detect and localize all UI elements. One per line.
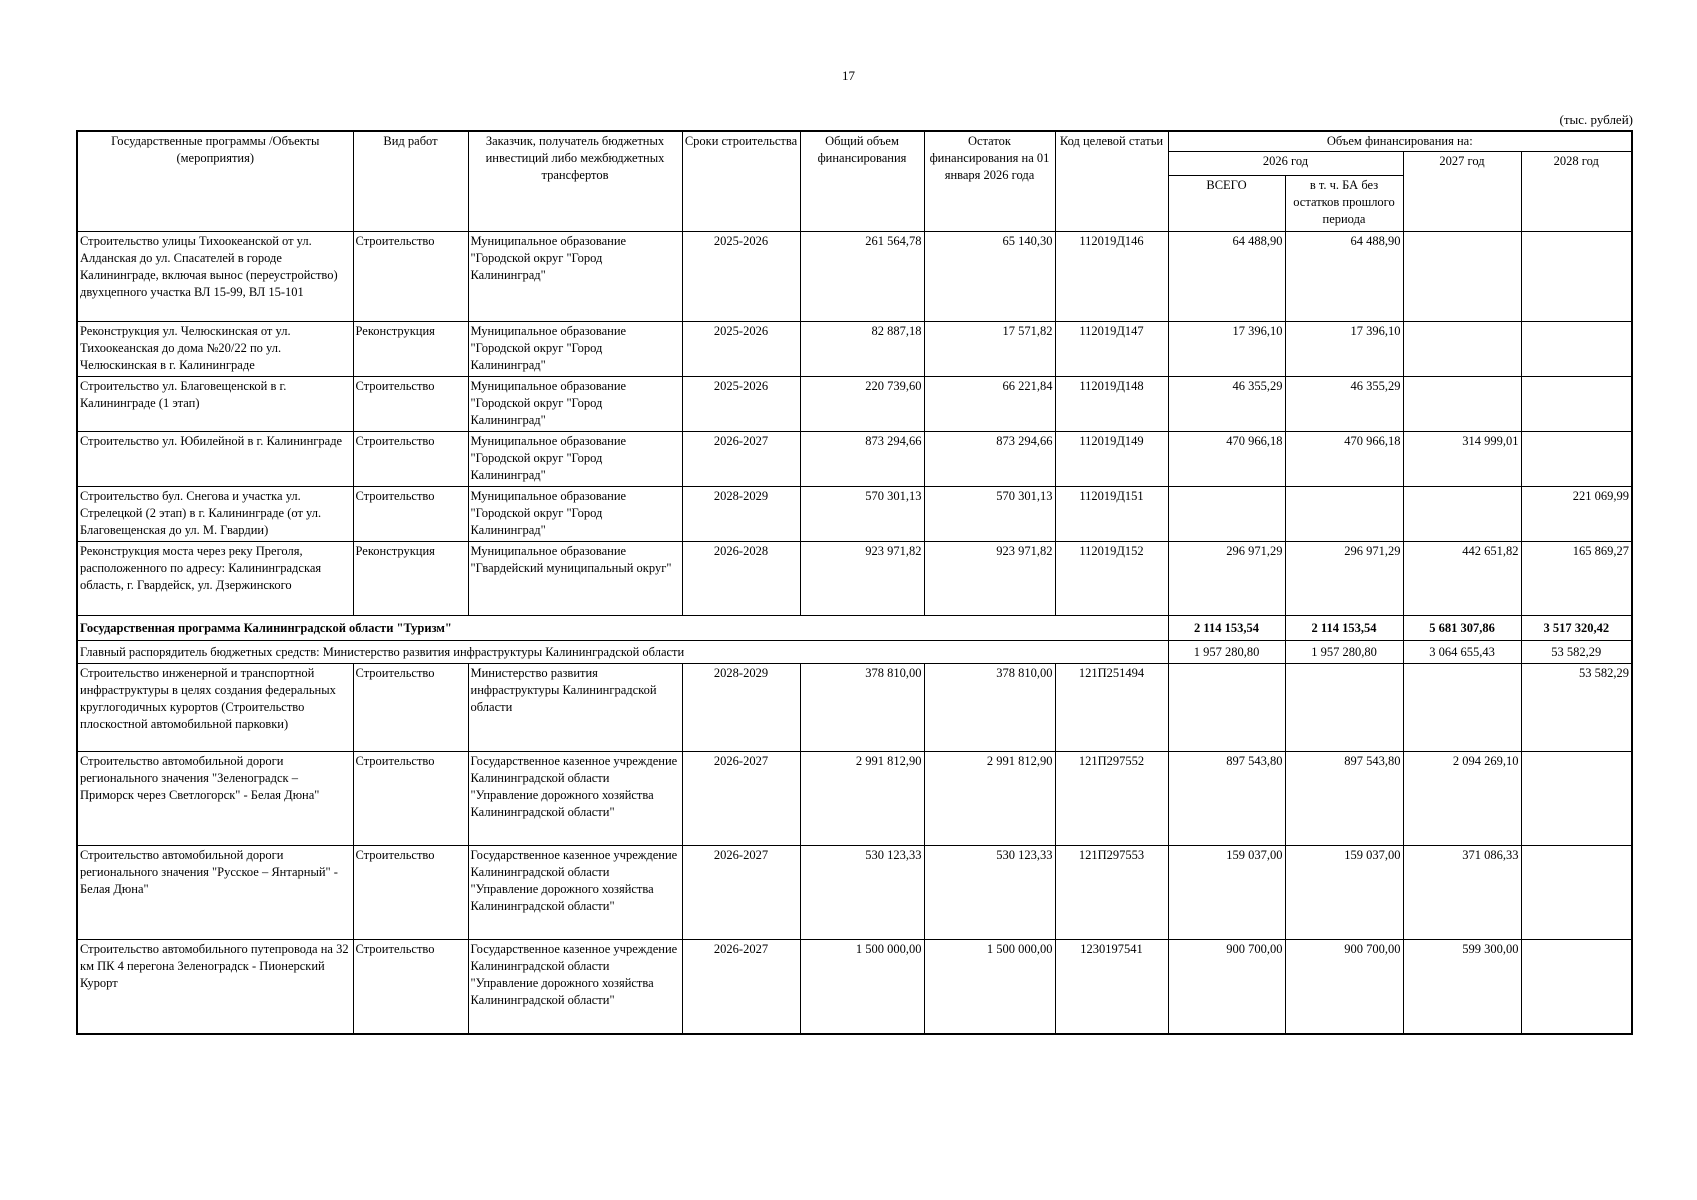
table-row	[77, 322, 1632, 377]
cell-2026-ba: 17 396,10	[1285, 322, 1403, 377]
header-customer: Заказчик, получатель бюджетных инвестиций либо межбюджетных трансфертов	[468, 131, 682, 232]
cell-terms: 2026-2027	[682, 846, 800, 940]
cell-2028	[1521, 377, 1632, 432]
cell-object-name: Строительство автомобильной дороги регионального значения "Зеленоградск – Приморск через Светлогорск" - Белая Дюна"	[77, 752, 353, 846]
cell-2026-ba: 159 037,00	[1285, 846, 1403, 940]
cell-code: 112019Д147	[1055, 322, 1168, 377]
cell-total-volume: 1 500 000,00	[800, 940, 924, 1034]
cell-terms: 2028-2029	[682, 487, 800, 542]
cell-code: 1230197541	[1055, 940, 1168, 1034]
cell-2026-total: 46 355,29	[1168, 377, 1285, 432]
cell-2026-total: 470 966,18	[1168, 432, 1285, 487]
cell-object-name: Строительство улицы Тихоокеанской от ул. Алданская до ул. Спасателей в городе Калининграде, включая вынос (переустройство) двухцепного участка ВЛ 15-99, ВЛ 15-101	[77, 232, 353, 322]
cell-remainder: 923 971,82	[924, 542, 1055, 616]
cell-terms: 2026-2028	[682, 542, 800, 616]
cell-code: 112019Д148	[1055, 377, 1168, 432]
cell-terms: 2026-2027	[682, 940, 800, 1034]
header-work-type: Вид работ	[353, 131, 468, 232]
cell-terms: 2025-2026	[682, 377, 800, 432]
program-2026-total: 2 114 153,54	[1168, 616, 1285, 641]
cell-remainder: 66 221,84	[924, 377, 1055, 432]
table-row	[77, 846, 1632, 940]
cell-object-name: Строительство бул. Снегова и участка ул. Стрелецкой (2 этап) в г. Калининграде (от ул. Благовещенская до ул. М. Гвардии)	[77, 487, 353, 542]
cell-2028	[1521, 322, 1632, 377]
program-name: Государственная программа Калининградской области "Туризм"	[77, 616, 1168, 641]
header-total-volume: Общий объем финансирования	[800, 131, 924, 232]
cell-object-name: Строительство ул. Юбилейной в г. Калининграде	[77, 432, 353, 487]
cell-remainder: 570 301,13	[924, 487, 1055, 542]
program-2026-ba: 2 114 153,54	[1285, 616, 1403, 641]
cell-2027	[1403, 232, 1521, 322]
cell-customer: Государственное казенное учреждение Калининградской области "Управление дорожного хозяйства Калининградской области"	[468, 752, 682, 846]
cell-2026-ba: 900 700,00	[1285, 940, 1403, 1034]
cell-2026-ba	[1285, 487, 1403, 542]
table-body-summary	[77, 616, 1632, 664]
cell-2028: 53 582,29	[1521, 664, 1632, 752]
cell-customer: Государственное казенное учреждение Калининградской области "Управление дорожного хозяйства Калининградской области"	[468, 940, 682, 1034]
cell-object-name: Строительство ул. Благовещенской в г. Калининграде (1 этап)	[77, 377, 353, 432]
cell-object-name: Реконструкция моста через реку Преголя, расположенного по адресу: Калининградская область, г. Гвардейск, ул. Дзержинского	[77, 542, 353, 616]
cell-2026-total: 296 971,29	[1168, 542, 1285, 616]
cell-remainder: 2 991 812,90	[924, 752, 1055, 846]
cell-code: 112019Д151	[1055, 487, 1168, 542]
cell-customer: Муниципальное образование "Городской округ "Город Калининград"	[468, 322, 682, 377]
cell-work-type: Строительство	[353, 664, 468, 752]
header-remainder: Остаток финансирования на 01 января 2026 года	[924, 131, 1055, 232]
table-row	[77, 752, 1632, 846]
cell-2026-total: 17 396,10	[1168, 322, 1285, 377]
cell-code: 112019Д149	[1055, 432, 1168, 487]
cell-terms: 2025-2026	[682, 322, 800, 377]
cell-2027: 2 094 269,10	[1403, 752, 1521, 846]
cell-2026-total: 897 543,80	[1168, 752, 1285, 846]
cell-total-volume: 923 971,82	[800, 542, 924, 616]
cell-total-volume: 873 294,66	[800, 432, 924, 487]
table-row	[77, 664, 1632, 752]
cell-2028: 221 069,99	[1521, 487, 1632, 542]
cell-total-volume: 530 123,33	[800, 846, 924, 940]
cell-customer: Министерство развития инфраструктуры Калининградской области	[468, 664, 682, 752]
table-row	[77, 940, 1632, 1034]
cell-2026-ba: 296 971,29	[1285, 542, 1403, 616]
cell-work-type: Строительство	[353, 940, 468, 1034]
table-row	[77, 232, 1632, 322]
cell-2026-ba: 897 543,80	[1285, 752, 1403, 846]
cell-2027: 371 086,33	[1403, 846, 1521, 940]
cell-object-name: Строительство инженерной и транспортной инфраструктуры в целях создания федеральных круглогодичных курортов (Строительство плоскостной автомобильной парковки)	[77, 664, 353, 752]
cell-total-volume: 82 887,18	[800, 322, 924, 377]
cell-terms: 2028-2029	[682, 664, 800, 752]
cell-2026-ba: 470 966,18	[1285, 432, 1403, 487]
table-row	[77, 432, 1632, 487]
cell-customer: Муниципальное образование "Городской округ "Город Калининград"	[468, 232, 682, 322]
cell-remainder: 1 500 000,00	[924, 940, 1055, 1034]
header-including: в т. ч. БА без остатков прошлого периода	[1285, 176, 1403, 232]
cell-remainder: 530 123,33	[924, 846, 1055, 940]
cell-work-type: Строительство	[353, 752, 468, 846]
table-body-b	[77, 664, 1632, 1034]
cell-customer: Муниципальное образование "Городской округ "Город Калининград"	[468, 487, 682, 542]
units-note: (тыс. рублей)	[1559, 112, 1633, 127]
program-row	[77, 616, 1632, 641]
cell-work-type: Строительство	[353, 232, 468, 322]
cell-2027	[1403, 322, 1521, 377]
cell-work-type: Реконструкция	[353, 542, 468, 616]
cell-customer: Муниципальное образование "Городской округ "Город Калининград"	[468, 432, 682, 487]
cell-2026-total	[1168, 664, 1285, 752]
manager-row	[77, 641, 1632, 664]
cell-work-type: Реконструкция	[353, 322, 468, 377]
header-program-object: Государственные программы /Объекты (мероприятия)	[77, 131, 353, 232]
cell-2026-total	[1168, 487, 1285, 542]
cell-2028	[1521, 432, 1632, 487]
cell-object-name: Строительство автомобильной дороги регионального значения "Русское – Янтарный" - Белая Дюна"	[77, 846, 353, 940]
manager-2026-ba: 1 957 280,80	[1285, 641, 1403, 664]
financing-table	[76, 130, 1633, 1035]
cell-work-type: Строительство	[353, 846, 468, 940]
table-row	[77, 542, 1632, 616]
program-2028: 3 517 320,42	[1521, 616, 1632, 641]
cell-2028	[1521, 940, 1632, 1034]
cell-2028	[1521, 232, 1632, 322]
header-year-2028: 2028 год	[1521, 152, 1632, 232]
cell-2028	[1521, 846, 1632, 940]
table-row	[77, 487, 1632, 542]
cell-2028	[1521, 752, 1632, 846]
header-year-2027: 2027 год	[1403, 152, 1521, 232]
cell-code: 121П251494	[1055, 664, 1168, 752]
cell-code: 112019Д152	[1055, 542, 1168, 616]
header-code: Код целевой статьи	[1055, 131, 1168, 232]
program-2027: 5 681 307,86	[1403, 616, 1521, 641]
cell-total-volume: 2 991 812,90	[800, 752, 924, 846]
page-number: 17	[842, 68, 855, 83]
cell-2026-total: 159 037,00	[1168, 846, 1285, 940]
cell-remainder: 873 294,66	[924, 432, 1055, 487]
header-total: ВСЕГО	[1168, 176, 1285, 232]
cell-2027: 442 651,82	[1403, 542, 1521, 616]
cell-remainder: 17 571,82	[924, 322, 1055, 377]
manager-name: Главный распорядитель бюджетных средств: Министерство развития инфраструктуры Калининградской области	[77, 641, 1168, 664]
cell-2026-total: 64 488,90	[1168, 232, 1285, 322]
cell-remainder: 378 810,00	[924, 664, 1055, 752]
header-terms: Сроки строительства	[682, 131, 800, 232]
cell-2027	[1403, 377, 1521, 432]
manager-2026-total: 1 957 280,80	[1168, 641, 1285, 664]
cell-2027	[1403, 664, 1521, 752]
cell-total-volume: 570 301,13	[800, 487, 924, 542]
cell-2027: 314 999,01	[1403, 432, 1521, 487]
table-row	[77, 377, 1632, 432]
header-financing: Объем финансирования на:	[1168, 131, 1632, 152]
cell-2026-ba	[1285, 664, 1403, 752]
header-year-2026: 2026 год	[1168, 152, 1403, 176]
cell-code: 121П297552	[1055, 752, 1168, 846]
cell-code: 121П297553	[1055, 846, 1168, 940]
cell-work-type: Строительство	[353, 432, 468, 487]
table-body-a	[77, 232, 1632, 616]
cell-2027: 599 300,00	[1403, 940, 1521, 1034]
cell-terms: 2026-2027	[682, 752, 800, 846]
cell-2026-ba: 46 355,29	[1285, 377, 1403, 432]
cell-object-name: Строительство автомобильного путепровода на 32 км ПК 4 перегона Зеленоградск - Пионерский Курорт	[77, 940, 353, 1034]
cell-customer: Муниципальное образование "Гвардейский муниципальный округ"	[468, 542, 682, 616]
cell-total-volume: 378 810,00	[800, 664, 924, 752]
cell-2028: 165 869,27	[1521, 542, 1632, 616]
cell-customer: Муниципальное образование "Городской округ "Город Калининград"	[468, 377, 682, 432]
manager-2027: 3 064 655,43	[1403, 641, 1521, 664]
cell-total-volume: 261 564,78	[800, 232, 924, 322]
cell-code: 112019Д146	[1055, 232, 1168, 322]
manager-2028: 53 582,29	[1521, 641, 1632, 664]
cell-work-type: Строительство	[353, 487, 468, 542]
cell-terms: 2026-2027	[682, 432, 800, 487]
cell-remainder: 65 140,30	[924, 232, 1055, 322]
cell-work-type: Строительство	[353, 377, 468, 432]
cell-customer: Государственное казенное учреждение Калининградской области "Управление дорожного хозяйства Калининградской области"	[468, 846, 682, 940]
cell-terms: 2025-2026	[682, 232, 800, 322]
cell-total-volume: 220 739,60	[800, 377, 924, 432]
cell-2026-ba: 64 488,90	[1285, 232, 1403, 322]
cell-object-name: Реконструкция ул. Челюскинская от ул. Тихоокеанская до дома №20/22 по ул. Челюскинская в г. Калининграде	[77, 322, 353, 377]
cell-2026-total: 900 700,00	[1168, 940, 1285, 1034]
cell-2027	[1403, 487, 1521, 542]
